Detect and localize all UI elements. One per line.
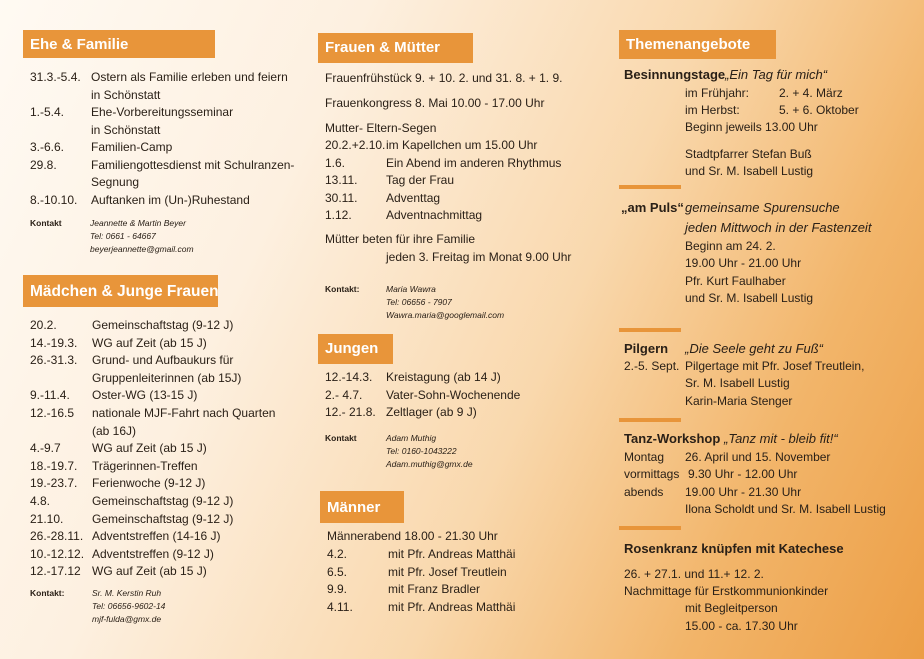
besinnung-leader-2: und Sr. M. Isabell Lustig (685, 164, 814, 178)
pilgern-line-3: Karin-Maria Stenger (685, 394, 793, 408)
entry-date: 26.-31.3. (30, 353, 78, 368)
entry-text: WG auf Zeit (ab 15 J) (92, 441, 207, 456)
contact-name: Sr. M. Kerstin Ruh (92, 588, 162, 598)
tanz-evening-label: abends (624, 485, 664, 499)
entry-date: 3.-6.6. (30, 140, 65, 154)
entry-text: mit Pfr. Andreas Matthäi (388, 599, 516, 614)
entry-date: 14.-19.3. (30, 335, 78, 350)
besinnung-start: Beginn jeweils 13.00 Uhr (685, 120, 818, 134)
contact-phone: Tel: 06656 - 7907 (386, 297, 452, 307)
besinnungstage-subtitle: „Ein Tag für mich“ (725, 67, 828, 82)
besinnung-spring-label: im Frühjahr: (685, 86, 750, 100)
am-puls-line: und Sr. M. Isabell Lustig (685, 291, 814, 305)
entry-text: in Schönstatt (91, 87, 161, 102)
entry-text: im Kapellchen um 15.00 Uhr (386, 138, 538, 152)
beten-line-2: jeden 3. Freitag im Monat 9.00 Uhr (386, 250, 572, 264)
section-header-maenner: Männer (320, 491, 404, 523)
entry-date: 8.-10.10. (30, 192, 78, 207)
entry-date: 12.-16.5 (30, 406, 75, 420)
entry-text: Vater-Sohn-Wochenende (386, 387, 521, 402)
kontakt-label: Kontakt: (325, 284, 360, 294)
entry-date: 30.11. (325, 190, 358, 205)
am-puls-subtitle-1: gemeinsame Spurensuche (685, 200, 840, 215)
entry-text: nationale MJF-Fahrt nach Quarten (92, 406, 276, 420)
entry-text: Gemeinschaftstag (9-12 J) (92, 494, 234, 508)
entry-text: WG auf Zeit (ab 15 J) (92, 335, 207, 350)
entry-date: 12.- 21.8. (325, 405, 376, 419)
fruehstueck-line: Frauenfrühstück 9. + 10. 2. und 31. 8. + 1. 9. (325, 71, 563, 85)
entry-date: 4.11. (327, 599, 353, 614)
section-divider (619, 418, 681, 422)
contact-phone: Tel: 06656-9602-14 (92, 601, 166, 611)
entry-text: WG auf Zeit (ab 15 J) (92, 564, 207, 579)
entry-date: 12.-17.12 (30, 564, 81, 579)
entry-text: Gemeinschaftstag (9-12 J) (92, 318, 234, 332)
entry-text: mit Franz Bradler (388, 582, 481, 596)
entry-date: 26.-28.11. (30, 529, 84, 544)
besinnung-autumn-date: 5. + 6. Oktober (779, 103, 859, 117)
entry-text: mit Pfr. Josef Treutlein (388, 564, 507, 579)
kontakt-label: Kontakt (30, 218, 62, 228)
pilgern-date: 2.-5. Sept. (624, 359, 680, 373)
besinnungstage-heading: Besinnungstage (624, 67, 726, 82)
tanz-morning-label: vormittags (624, 467, 680, 481)
entry-text: Tag der Frau (386, 173, 455, 187)
contact-name: Maria Wawra (386, 284, 436, 294)
entry-date: 10.-12.12. (30, 546, 85, 561)
tanz-day-label: Montag (624, 450, 665, 464)
entry-text: Grund- und Aufbaukurs für (92, 353, 234, 368)
entry-text: Familien-Camp (91, 140, 173, 154)
entry-date: 12.-14.3. (325, 370, 373, 384)
entry-text: in Schönstatt (91, 122, 161, 137)
kontakt-label: Kontakt (325, 433, 357, 443)
entry-date: 20.2. (30, 318, 57, 332)
beten-line-1: Mütter beten für ihre Familie (325, 232, 476, 246)
entry-text: Segnung (91, 175, 140, 189)
contact-phone: Tel: 0160-1043222 (386, 446, 457, 456)
tanz-leaders: Ilona Scholdt und Sr. M. Isabell Lustig (685, 502, 886, 516)
entry-date: 4.2. (327, 547, 348, 561)
am-puls-heading: „am Puls“ (621, 200, 684, 215)
section-divider (619, 185, 681, 189)
pilgern-line-1: Pilgertage mit Pfr. Josef Treutlein, (685, 359, 865, 373)
entry-date: 29.8. (30, 157, 57, 172)
section-header-ehe-familie: Ehe & Familie (23, 30, 215, 58)
tanz-workshop-heading: Tanz-Workshop (624, 431, 721, 446)
section-header-themenangebote: Themenangebote (619, 30, 776, 59)
section-header-frauen: Frauen & Mütter (318, 33, 473, 63)
entry-text: Adventnachmittag (386, 208, 483, 222)
tanz-evening-value: 19.00 Uhr - 21.30 Uhr (685, 485, 802, 499)
besinnung-leader-1: Stadtpfarrer Stefan Buß (685, 147, 812, 161)
entry-text: Ehe-Vorbereitungsseminar (91, 105, 234, 119)
entry-date: 18.-19.7. (30, 458, 78, 473)
contact-name: Jeannette & Martin Beyer (90, 218, 186, 228)
tanz-morning-value: 9.30 Uhr - 12.00 Uhr (688, 467, 798, 481)
entry-text: Familiengottesdienst mit Schulranzen- (91, 157, 295, 172)
am-puls-line: Pfr. Kurt Faulhaber (685, 274, 786, 288)
entry-date: 2.- 4.7. (325, 387, 363, 402)
pilgern-line-2: Sr. M. Isabell Lustig (685, 376, 790, 390)
entry-text: Trägerinnen-Treffen (92, 458, 198, 473)
entry-date: 20.2.+2.10. (325, 138, 386, 152)
kongress-line: Frauenkongress 8. Mai 10.00 - 17.00 Uhr (325, 96, 545, 110)
entry-text: Zeltlager (ab 9 J) (386, 405, 477, 419)
entry-date: 1.6. (325, 155, 346, 170)
contact-email: Wawra.maria@googlemail.com (386, 310, 505, 320)
rosenkranz-time: 15.00 - ca. 17.30 Uhr (685, 619, 798, 633)
am-puls-subtitle-2: jeden Mittwoch in der Fastenzeit (685, 220, 872, 235)
entry-date: 9.9. (327, 582, 348, 596)
entry-date: 4.-9.7 (30, 441, 61, 456)
entry-date: 1.12. (325, 208, 352, 222)
contact-email: Adam.muthig@gmx.de (386, 459, 473, 469)
entry-date: 21.10. (30, 511, 64, 526)
entry-date: 1.-5.4. (30, 105, 65, 119)
besinnung-spring-date: 2. + 4. März (779, 86, 843, 100)
entry-text: Adventstreffen (14-16 J) (92, 529, 221, 544)
section-header-maedchen: Mädchen & Junge Frauen (23, 275, 218, 307)
entry-text: (ab 16J) (92, 423, 137, 438)
entry-text: Gruppenleiterinnen (ab 15J) (92, 370, 242, 385)
rosenkranz-heading: Rosenkranz knüpfen mit Katechese (624, 541, 844, 556)
segen-heading: Mutter- Eltern-Segen (325, 121, 437, 135)
maennerabend-line: Männerabend 18.00 - 21.30 Uhr (327, 529, 498, 543)
entry-text: mit Pfr. Andreas Matthäi (388, 547, 516, 561)
pilgern-subtitle: „Die Seele geht zu Fuß“ (685, 341, 824, 356)
rosenkranz-line-2: Nachmittage für Erstkommunionkinder (624, 584, 829, 598)
entry-text: Kreistagung (ab 14 J) (386, 370, 501, 384)
section-divider (619, 328, 681, 332)
entry-text: Ferienwoche (9-12 J) (92, 476, 206, 491)
kontakt-label: Kontakt: (30, 588, 65, 598)
rosenkranz-line-3: mit Begleitperson (685, 601, 778, 615)
rosenkranz-dates: 26. + 27.1. und 11.+ 12. 2. (624, 567, 764, 581)
entry-text: Gemeinschaftstag (9-12 J) (92, 511, 234, 526)
entry-date: 19.-23.7. (30, 476, 78, 491)
entry-text: Adventtag (386, 190, 441, 205)
entry-text: Ein Abend im anderen Rhythmus (386, 155, 562, 170)
tanz-day-value: 26. April und 15. November (685, 450, 831, 464)
am-puls-line: Beginn am 24. 2. (685, 239, 776, 253)
contact-email: mjf-fulda@gmx.de (92, 614, 162, 624)
entry-date: 4.8. (30, 494, 51, 508)
contact-phone: Tel: 0661 - 64667 (90, 231, 156, 241)
am-puls-line: 19.00 Uhr - 21.00 Uhr (685, 256, 802, 270)
entry-date: 31.3.-5.4. (30, 70, 81, 84)
entry-text: Auftanken im (Un-)Ruhestand (91, 192, 250, 207)
entry-text: Oster-WG (13-15 J) (92, 388, 198, 403)
contact-name: Adam Muthig (386, 433, 437, 443)
section-header-jungen: Jungen (318, 334, 393, 364)
entry-date: 13.11. (325, 173, 358, 187)
entry-date: 9.-11.4. (30, 388, 70, 403)
entry-text: Ostern als Familie erleben und feiern (91, 70, 288, 84)
tanz-workshop-subtitle: „Tanz mit - bleib fit!“ (724, 431, 838, 446)
entry-date: 6.5. (327, 564, 348, 579)
entry-text: Adventstreffen (9-12 J) (92, 546, 214, 561)
pilgern-heading: Pilgern (624, 341, 669, 356)
section-divider (619, 526, 681, 530)
contact-email: beyerjeannette@gmail.com (90, 244, 194, 254)
besinnung-autumn-label: im Herbst: (685, 103, 740, 117)
